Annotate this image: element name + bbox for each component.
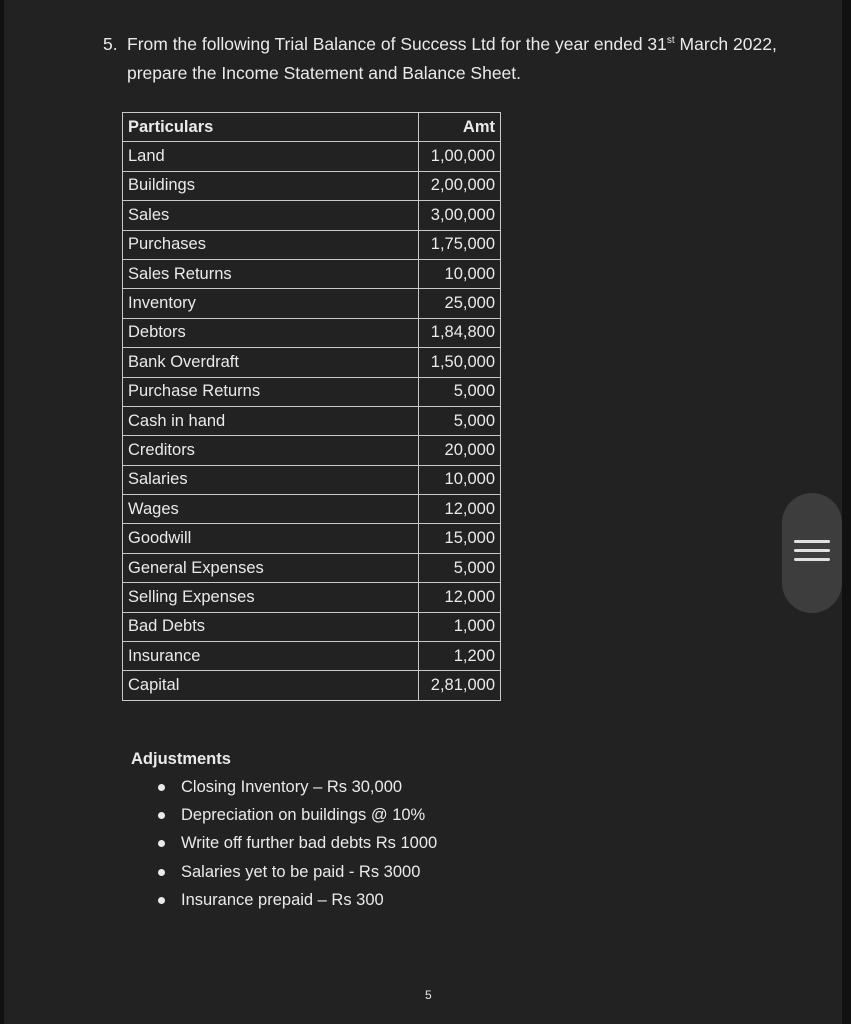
header-amount: Amt — [419, 113, 501, 142]
question-line-1-text: From the following Trial Balance of Success Ltd for the year ended 31 — [127, 34, 667, 54]
adjustment-text: Insurance prepaid – Rs 300 — [181, 890, 384, 909]
amount-cell: 1,200 — [419, 642, 501, 671]
amount-cell: 5,000 — [419, 377, 501, 406]
adjustment-text: Write off further bad debts Rs 1000 — [181, 834, 438, 853]
particular-cell: Selling Expenses — [123, 583, 419, 612]
handle-bar — [794, 549, 830, 552]
bullet-icon — [158, 784, 165, 791]
adjustment-item — [131, 858, 437, 886]
table-row — [123, 377, 501, 406]
table-row — [123, 671, 501, 700]
particular-cell: Debtors — [123, 318, 419, 347]
handle-bar — [794, 558, 830, 561]
table-row — [123, 348, 501, 377]
adjustments-section — [131, 750, 437, 914]
adjustment-text: Salaries yet to be paid - Rs 3000 — [181, 862, 421, 881]
amount-cell: 5,000 — [419, 406, 501, 435]
adjustment-item — [131, 773, 437, 801]
particular-cell: Land — [123, 142, 419, 171]
particular-cell: Inventory — [123, 289, 419, 318]
bullet-icon — [158, 869, 165, 876]
question-text — [103, 30, 823, 88]
particular-cell: Bank Overdraft — [123, 348, 419, 377]
particular-cell: Buildings — [123, 171, 419, 200]
bullet-icon — [158, 840, 165, 847]
adjustment-item — [131, 801, 437, 829]
bullet-icon — [158, 812, 165, 819]
bullet-icon — [158, 897, 165, 904]
table-row — [123, 142, 501, 171]
particular-cell: Bad Debts — [123, 612, 419, 641]
table-row — [123, 524, 501, 553]
amount-cell: 5,000 — [419, 553, 501, 582]
amount-cell: 1,84,800 — [419, 318, 501, 347]
amount-cell: 1,75,000 — [419, 230, 501, 259]
table-row — [123, 495, 501, 524]
table-row — [123, 230, 501, 259]
particular-cell: Capital — [123, 671, 419, 700]
question-line-1-end: March 2022, — [674, 34, 777, 54]
particular-cell: Sales Returns — [123, 259, 419, 288]
handle-bar — [794, 540, 830, 543]
amount-cell: 20,000 — [419, 436, 501, 465]
page-number: 5 — [425, 988, 432, 1002]
adjustment-text: Closing Inventory – Rs 30,000 — [181, 778, 403, 796]
particular-cell: Purchases — [123, 230, 419, 259]
particular-cell: Sales — [123, 201, 419, 230]
table-row — [123, 612, 501, 641]
amount-cell: 12,000 — [419, 495, 501, 524]
particular-cell: Creditors — [123, 436, 419, 465]
table-header-row — [123, 113, 501, 142]
particular-cell: Purchase Returns — [123, 377, 419, 406]
amount-cell: 1,00,000 — [419, 142, 501, 171]
adjustments-title: Adjustments — [131, 750, 231, 768]
amount-cell: 25,000 — [419, 289, 501, 318]
table-row — [123, 436, 501, 465]
amount-cell: 10,000 — [419, 465, 501, 494]
particular-cell: Wages — [123, 495, 419, 524]
drag-handle-icon[interactable] — [782, 493, 842, 613]
particular-cell: General Expenses — [123, 553, 419, 582]
ordinal-suffix: st — [666, 35, 675, 47]
trial-balance-table — [122, 112, 501, 701]
adjustments-list — [131, 773, 437, 914]
table-row — [123, 318, 501, 347]
amount-cell: 3,00,000 — [419, 201, 501, 230]
header-particulars: Particulars — [123, 113, 419, 142]
amount-cell: 10,000 — [419, 259, 501, 288]
table-row — [123, 583, 501, 612]
amount-cell: 2,00,000 — [419, 171, 501, 200]
table-row — [123, 553, 501, 582]
table-row — [123, 289, 501, 318]
amount-cell: 1,000 — [419, 612, 501, 641]
amount-cell: 2,81,000 — [419, 671, 501, 700]
adjustment-item — [131, 829, 437, 857]
particular-cell: Goodwill — [123, 524, 419, 553]
amount-cell: 1,50,000 — [419, 348, 501, 377]
table-row — [123, 406, 501, 435]
table-row — [123, 171, 501, 200]
table-row — [123, 201, 501, 230]
amount-cell: 15,000 — [419, 524, 501, 553]
adjustment-text: Depreciation on buildings @ 10% — [181, 806, 426, 825]
adjustment-item — [131, 886, 437, 914]
table-row — [123, 465, 501, 494]
particular-cell: Insurance — [123, 642, 419, 671]
particular-cell: Salaries — [123, 465, 419, 494]
question-line-2: prepare the Income Statement and Balance Sheet. — [127, 63, 522, 83]
table-row — [123, 259, 501, 288]
amount-cell: 12,000 — [419, 583, 501, 612]
question-number: 5. — [103, 34, 118, 54]
table-row — [123, 642, 501, 671]
particular-cell: Cash in hand — [123, 406, 419, 435]
question-line-1 — [103, 30, 823, 59]
document-page — [4, 0, 842, 1024]
